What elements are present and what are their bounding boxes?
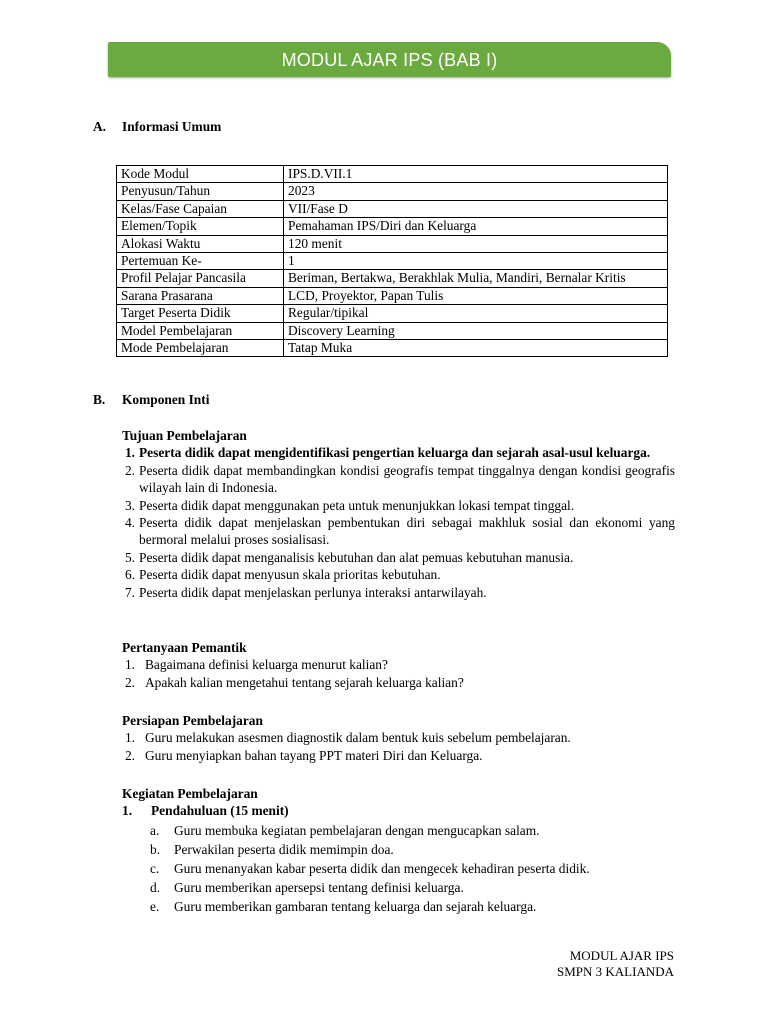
activity-steps-list (122, 822, 675, 915)
info-value: VII/Fase D (284, 200, 668, 217)
list-item (122, 898, 675, 915)
list-item-text: Peserta didik dapat menggunakan peta untuk menunjukkan lokasi tempat tinggal. (139, 497, 575, 513)
list-item (122, 497, 675, 514)
list-item-text: Peserta didik dapat menjelaskan pembentukan diri sebagai makhluk sosial dan ekonomi yang bermoral melalui proses sosialisasi. (139, 515, 675, 548)
list-item (122, 879, 675, 896)
info-value: LCD, Proyektor, Papan Tulis (284, 287, 668, 304)
info-value: Regular/tipikal (284, 305, 668, 322)
list-item-number: 1. (124, 445, 135, 461)
learning-preparation-list (122, 729, 675, 764)
list-item-number: e. (150, 898, 160, 914)
list-item (122, 584, 675, 601)
info-value: Tatap Muka (284, 340, 668, 357)
info-value: Discovery Learning (284, 322, 668, 339)
section-b-title: Komponen Inti (122, 392, 210, 407)
list-item-number: a. (150, 822, 160, 838)
section-b-letter: B. (93, 392, 106, 407)
list-item-number: 6. (124, 567, 135, 583)
activity-phase-title (122, 802, 675, 819)
trigger-questions-list (122, 656, 675, 691)
list-item (122, 822, 675, 839)
info-row (117, 253, 668, 270)
info-value: 120 menit (284, 235, 668, 252)
section-b-heading (93, 391, 209, 408)
info-row (117, 166, 668, 183)
info-row (117, 322, 668, 339)
info-key: Target Peserta Didik (117, 305, 284, 322)
info-key: Elemen/Topik (117, 218, 284, 235)
info-row (117, 270, 668, 287)
list-item-text: Peserta didik dapat mengidentifikasi pengertian keluarga dan sejarah asal-usul keluarga. (139, 445, 651, 461)
list-item-number: c. (150, 860, 160, 876)
trigger-questions-title: Pertanyaan Pemantik (122, 640, 247, 655)
learning-preparation-title: Persiapan Pembelajaran (122, 713, 263, 728)
list-item-number: 2. (124, 674, 135, 690)
footer-school-name: SMPN 3 KALIANDA (556, 964, 674, 979)
list-item-text: Guru menanyakan kabar peserta didik dan mengecek kehadiran peserta didik. (174, 860, 590, 876)
list-item-number: 7. (124, 584, 135, 600)
list-item-text: Perwakilan peserta didik memimpin doa. (174, 841, 394, 857)
list-item (122, 729, 675, 746)
info-row (117, 340, 668, 357)
info-row (117, 235, 668, 252)
list-item (122, 747, 675, 764)
learning-activities-title: Kegiatan Pembelajaran (122, 786, 258, 801)
info-key: Kelas/Fase Capaian (117, 200, 284, 217)
list-item-text: Guru melakukan asesmen diagnostik dalam bentuk kuis sebelum pembelajaran. (145, 730, 571, 746)
activity-phase-number: 1. (122, 803, 133, 819)
info-key: Pertemuan Ke- (117, 253, 284, 270)
module-title-banner: MODUL AJAR IPS (BAB I) (108, 42, 671, 77)
info-key: Alokasi Waktu (117, 235, 284, 252)
learning-objectives-list (122, 444, 675, 601)
info-value: Beriman, Bertakwa, Berakhlak Mulia, Mandiri, Bernalar Kritis (284, 270, 668, 287)
list-item-number: d. (150, 879, 161, 895)
info-key: Kode Modul (117, 166, 284, 183)
list-item-text: Peserta didik dapat membandingkan kondisi geografis tempat tinggalnya dengan kondisi geografis wilayah lain di Indonesia. (139, 462, 675, 496)
list-item-number: 1. (124, 657, 135, 673)
info-key: Model Pembelajaran (117, 322, 284, 339)
list-item (122, 860, 675, 877)
list-item-number: 2. (124, 462, 135, 478)
trigger-questions (122, 639, 675, 691)
list-item (122, 462, 675, 497)
info-value: Pemahaman IPS/Diri dan Keluarga (284, 218, 668, 235)
info-key: Penyusun/Tahun (117, 183, 284, 200)
info-value: IPS.D.VII.1 (284, 166, 668, 183)
list-item-number: 4. (124, 515, 135, 531)
list-item (122, 656, 675, 673)
list-item-text: Guru menyiapkan bahan tayang PPT materi Diri dan Keluarga. (145, 747, 483, 763)
page-footer (557, 948, 674, 980)
section-a-letter: A. (93, 119, 107, 134)
info-value: 1 (284, 253, 668, 270)
list-item-number: 3. (124, 497, 135, 513)
list-item-text: Peserta didik dapat menganalisis kebutuhan dan alat pemuas kebutuhan manusia. (139, 549, 574, 565)
list-item-text: Guru membuka kegiatan pembelajaran dengan mengucapkan salam. (174, 822, 540, 838)
info-row (117, 287, 668, 304)
learning-objectives (122, 427, 675, 601)
info-row (117, 305, 668, 322)
list-item (122, 841, 675, 858)
general-info-table (116, 165, 668, 357)
list-item-number: 5. (124, 549, 135, 565)
list-item (122, 549, 675, 566)
list-item-text: Apakah kalian mengetahui tentang sejarah keluarga kalian? (145, 674, 464, 690)
info-key: Mode Pembelajaran (117, 340, 284, 357)
list-item-number: 2. (124, 747, 135, 763)
list-item-text: Guru memberikan apersepsi tentang definisi keluarga. (174, 879, 464, 895)
section-a-title: Informasi Umum (122, 119, 222, 134)
info-row (117, 183, 668, 200)
list-item-text: Guru memberikan gambaran tentang keluarga dan sejarah keluarga. (174, 898, 537, 914)
list-item-number: b. (150, 841, 161, 857)
info-key: Profil Pelajar Pancasila (117, 270, 284, 287)
list-item-number: 1. (124, 730, 135, 746)
activity-phase-label: Pendahuluan (15 menit) (151, 803, 289, 819)
learning-objectives-title: Tujuan Pembelajaran (122, 428, 247, 443)
list-item (122, 514, 675, 549)
info-key: Sarana Prasarana (117, 287, 284, 304)
list-item (122, 674, 675, 691)
list-item-text: Peserta didik dapat menjelaskan perlunya interaksi antarwilayah. (139, 584, 487, 600)
list-item-text: Bagaimana definisi keluarga menurut kalian? (145, 657, 388, 673)
info-value: 2023 (284, 183, 668, 200)
footer-module-name: MODUL AJAR IPS (569, 948, 674, 963)
info-row (117, 200, 668, 217)
section-a-heading (93, 118, 221, 135)
list-item (122, 566, 675, 583)
list-item (122, 444, 675, 461)
list-item-text: Peserta didik dapat menyusun skala prioritas kebutuhan. (139, 567, 441, 583)
info-row (117, 218, 668, 235)
learning-preparation (122, 712, 675, 764)
learning-activities (122, 785, 675, 917)
